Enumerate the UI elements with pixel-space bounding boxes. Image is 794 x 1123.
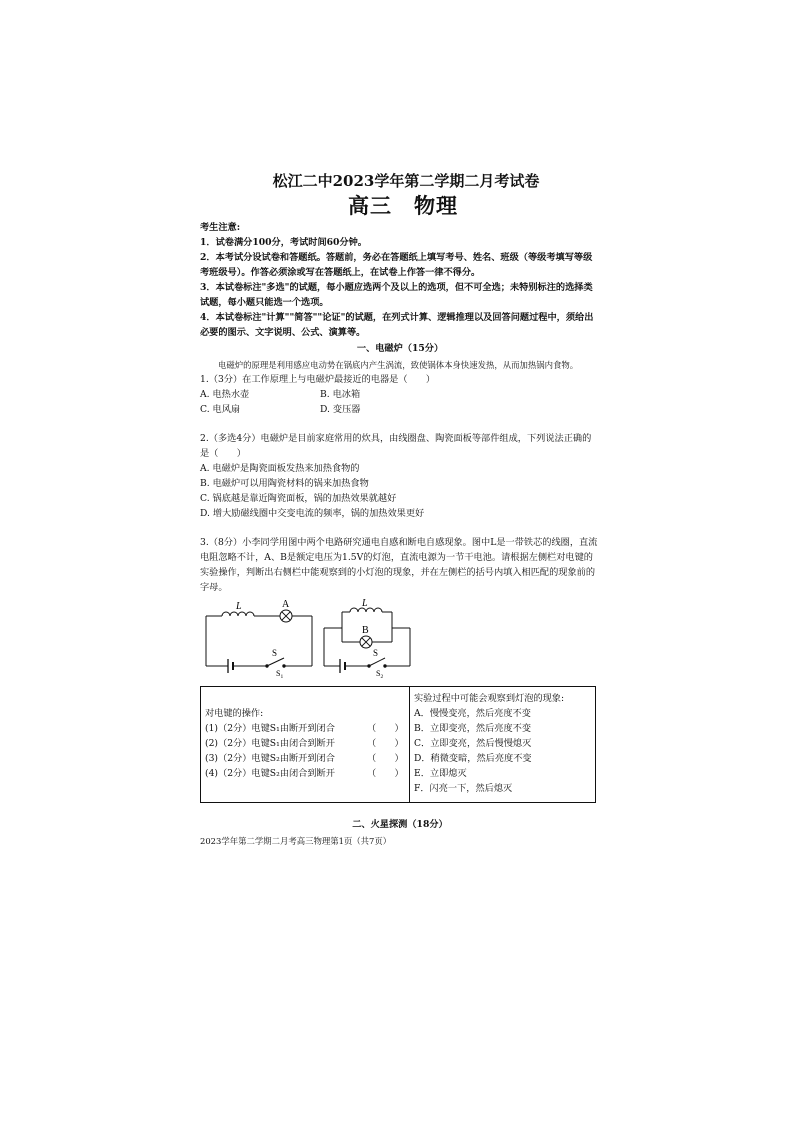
answer-paren: （ ） [367,723,404,734]
operation-label: (2)（2分）电键S₁由闭合到断开 [205,738,335,749]
question-2-stem: 2.（多选4分）电磁炉是目前家庭常用的炊具，由线圈盘、陶瓷面板等部件组成，下列说法正确的是（ ） [200,433,592,459]
operation-label: (1)（2分）电键S₁由断开到闭合 [205,723,335,734]
operations-heading: 对电键的操作: [205,708,264,719]
option-a: A. 电热水壶 [200,389,250,400]
notice-item: 4．本试卷标注"计算""简答""论证"的试题，在列式计算、逻辑推理以及回答问题过程中，须给出必要的图示、文字说明、公式、演算等。 [200,312,594,338]
phenomena-heading: 实验过程中可能会观察到灯泡的现象: [414,693,565,704]
phenomenon-item: A．慢慢变亮，然后亮度不变 [414,708,531,719]
exam-title: 松江二中2023学年第二学期二月考试卷 [272,172,540,190]
option-c: C. 电风扇 [200,404,241,415]
operation-label: (3)（2分）电键S₂由断开到闭合 [205,753,335,764]
option-b: B. 电磁炉可以用陶瓷材料的锅来加热食物 [200,478,369,489]
switch-label-s2 [376,669,383,678]
operation-label: (4)（2分）电键S₂由闭合到断开 [205,768,335,779]
circuit-diagrams [200,598,600,678]
page-footer: 2023学年第二学期二月考高三物理第1页（共7页） [200,836,392,846]
notice-heading: 考生注意: [200,222,241,233]
exam-page [200,170,600,849]
option-b: B. 电冰箱 [320,389,361,400]
answer-paren: （ ） [367,768,404,779]
operation-row [205,736,405,751]
switch-label-s2-sub: 2 [380,674,384,678]
inductor-label-l: L [236,601,242,612]
section-1-title: 一、电磁炉（15分） [356,343,444,354]
question-3-stem: 3.（8分）小李同学用图中两个电路研究通电自感和断电自感现象。图中L是一带铁芯的线圈，直流电阻忽略不计，A、B是额定电压为1.5V的灯泡，直流电源为一节干电池。请根据左侧栏对电键的实验操作，判断出右侧栏中能观察到的小灯泡的现象，并在左侧栏的括号内填入相匹配的现象前的字母。 [200,537,598,593]
phenomenon-item: E．立即熄灭 [414,768,467,779]
notice-item: 3．本试卷标注"多选"的试题，每小题应选两个及以上的选项，但不可全选；未特别标注的选择类试题，每小题只能选一个选项。 [200,282,593,308]
switch-label-s: S [373,648,379,658]
notice-item: 2．本考试分设试卷和答题纸。答题前，务必在答题纸上填写考号、姓名、班级（等级考填写等级考班级号）。作答必须涂或写在答题纸上，在试卷上作答一律不得分。 [200,252,593,278]
question-1-options-row1 [200,387,600,402]
inductor-label-l: L [362,598,368,609]
switch-label-s1 [276,669,283,678]
answer-paren: （ ） [367,738,404,749]
operation-row [205,751,405,766]
question-1-options-row2 [200,402,600,417]
phenomena-column [410,687,595,802]
option-d: D. 变压器 [320,404,361,415]
section-1-intro: 电磁炉的原理是利用感应电动势在锅底内产生涡流，致使锅体本身快速发热，从而加热锅内食物。 [218,360,579,370]
subject-title [206,192,600,220]
switch-label-s: S [272,648,278,658]
phenomenon-item: B．立即变亮，然后亮度不变 [414,723,532,734]
phenomenon-item: C．立即变亮，然后慢慢熄灭 [414,738,532,749]
subject-grade: 高三 [348,193,392,218]
circuit-2 [322,598,414,678]
operation-row [205,766,405,781]
lamp-label-b: B [362,625,369,636]
switch-label-s2-letter: S [376,669,381,678]
subject-name: 物理 [414,193,458,218]
notice-item: 1．试卷满分100分，考试时间60分钟。 [200,237,367,248]
phenomenon-item: D．稍微变暗，然后亮度不变 [414,753,532,764]
operation-row [205,721,405,736]
operations-column [201,687,410,802]
switch-label-s1-letter: S [276,669,281,678]
option-d: D. 增大励磁线圈中交变电流的频率，锅的加热效果更好 [200,508,425,519]
answer-paren: （ ） [367,753,404,764]
circuit-1 [204,598,316,678]
question-1-stem: 1.（3分）在工作原理上与电磁炉最接近的电器是（ ） [200,374,436,385]
option-c: C. 锅底越是靠近陶瓷面板，锅的加热效果就越好 [200,493,397,504]
section-2-title: 二、火星探测（18分） [352,819,448,830]
matching-table [200,686,596,803]
switch-label-s1-sub: 1 [280,674,284,678]
phenomenon-item: F．闪亮一下，然后熄灭 [414,783,513,794]
lamp-label-a: A [282,599,290,610]
option-a: A. 电磁炉是陶瓷面板发热来加热食物的 [200,463,360,474]
notice-block [200,220,600,340]
